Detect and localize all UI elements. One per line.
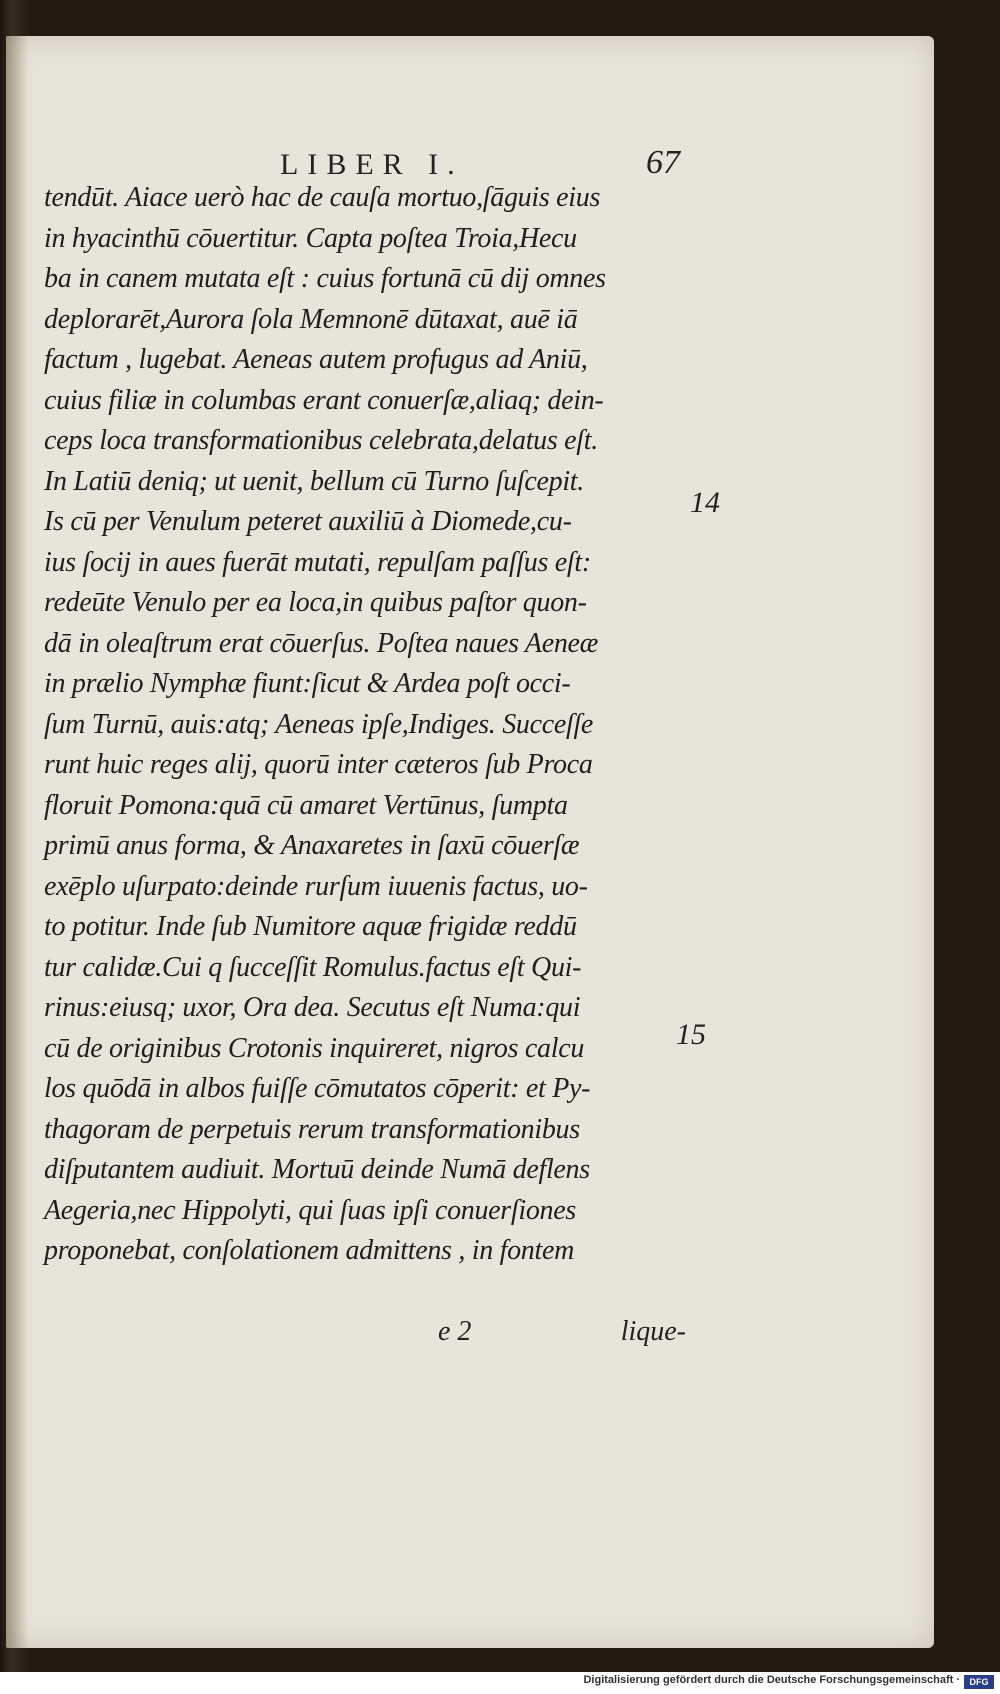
text-line: dā in oleaſtrum erat cōuerſus. Poſtea naues Aeneæ [44,627,599,659]
text-line: Is cū per Venulum peteret auxiliū à Diomede,cu- [44,506,572,537]
text-line: in prælio Nymphæ fiunt:ſicut & Ardea poſt occi- [44,668,571,699]
text-line: tur calidæ.Cui q ſucceſſit Romulus.factus eſt Qui- [44,951,582,983]
text-line: ceps loca transformationibus celebrata,delatus eſt. [44,425,598,456]
marginal-number: 14 [690,486,720,519]
text-line: ba in canem mutata eſt : cuius fortunā cū dij omnes [44,263,606,294]
text-line: in hyacinthū cōuertitur. Capta poſtea Troia,Hecu [44,222,577,254]
text-line: to potitur. Inde ſub Numitore aquæ frigidæ reddū [44,911,577,942]
text-line: ſum Turnū, auis:atq; Aeneas ipſe,Indiges. Succeſſe [44,708,594,740]
running-head: LIBER I. [280,148,464,181]
text-line: thagoram de perpetuis rerum transformationibus [44,1113,580,1145]
dfg-logo-icon: DFG [964,1675,994,1689]
text-line: ius ſocij in aues fuerāt mutati, repulſam paſſus eſt: [44,546,591,578]
text-line: deplorarēt,Aurora ſola Memnonē dūtaxat, auē iā [44,303,578,335]
text-line: rinus:eiusq; uxor, Ora dea. Secutus eſt Numa:qui [44,992,581,1023]
catchword: lique- [620,1316,686,1347]
text-line: Aegeria,nec Hippolyti, qui ſuas ipſi conuerſiones [44,1194,576,1226]
text-line: factum , lugebat. Aeneas autem profugus ad Aniū, [44,344,588,375]
text-line: runt huic reges alij, quorū inter cæteros ſub Proca [44,749,593,780]
text-line: floruit Pomona:quā cū amaret Vertūnus, ſumpta [44,789,568,821]
credit-bar [0,1672,1000,1694]
text-line: proponebat, conſolationem admittens , in fontem [44,1235,575,1266]
signature-mark: e 2 [438,1316,472,1347]
text-block [44,178,684,1272]
page-footer [430,1316,690,1356]
text-line: cū de originibus Crotonis inquireret, nigros calcu [44,1032,585,1064]
text-line: tendūt. Aiace uerò hac de cauſa mortuo,ſāguis eius [44,182,601,213]
text-line: exēplo uſurpato:deinde rurſum iuuenis factus, uo- [44,870,588,902]
text-line: cuius filiæ in columbas erant conuerſæ,aliaq; dein- [44,384,604,416]
marginal-number: 15 [676,1018,706,1051]
credit-text: Digitalisierung gefördert durch die Deutsche Forschungsgemeinschaft · [583,1674,960,1686]
text-line: diſputantem audiuit. Mortuū deinde Numā deflens [44,1154,590,1185]
text-line: In Latiū deniq; ut uenit, bellum cū Turno ſuſcepit. [44,465,584,497]
page-gutter-shadow [6,36,28,1648]
page-number: 67 [646,144,680,181]
text-line: primū anus forma, & Anaxaretes in ſaxū cōuerſæ [44,830,580,861]
text-line: los quōdā in albos fuiſſe cōmutatos cōperit: et Py- [44,1073,591,1104]
text-line: redeūte Venulo per ea loca,in quibus paſtor quon- [44,587,587,618]
